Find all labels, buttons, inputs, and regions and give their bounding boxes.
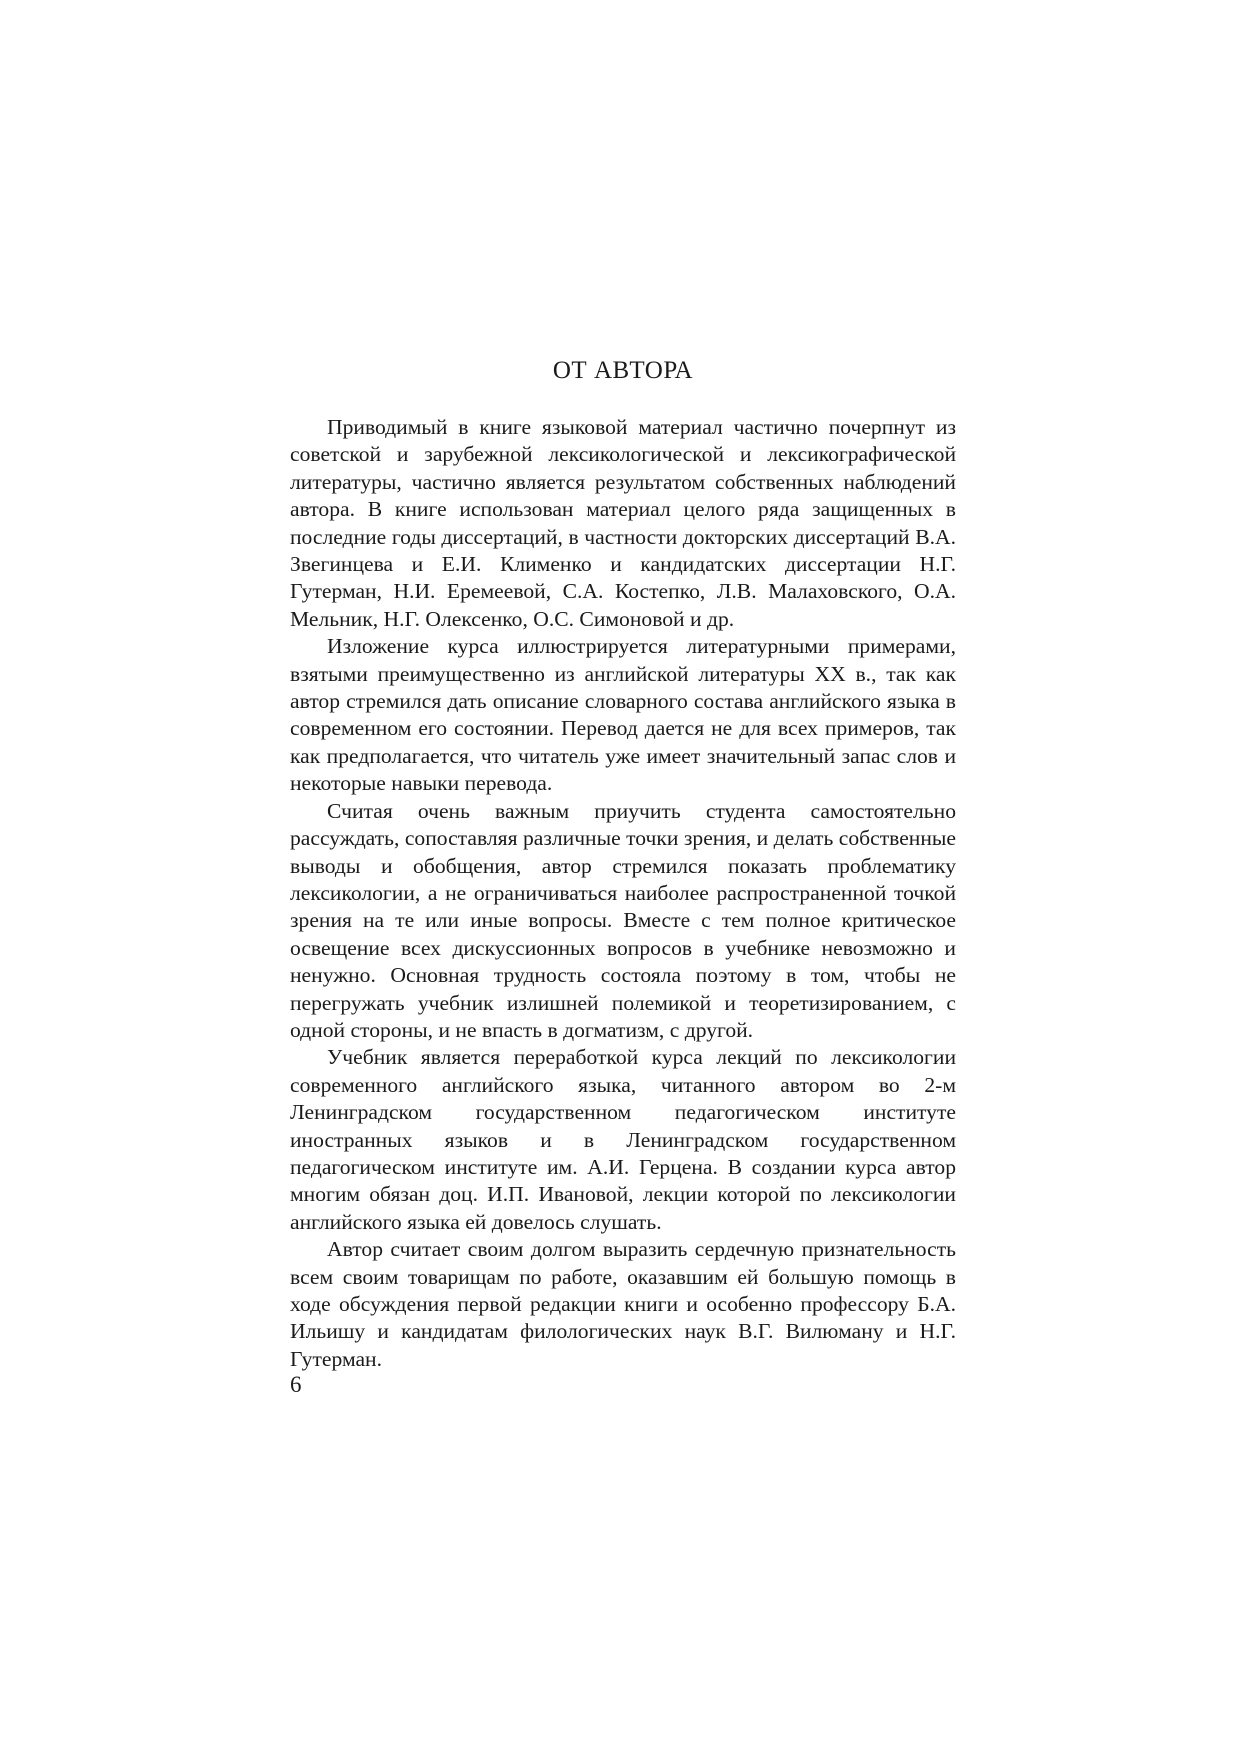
paragraph: Приводимый в книге языковой материал частично почерпнут из советской и зарубежной лексикологической и лексикографической литературы, частично является результатом собственных наблюдений автора. В книге использован материал целого ряда защищенных в последние годы диссертаций, в частности докторских диссертаций В.А. Звегинцева и Е.И. Клименко и кандидатских диссертации Н.Г. Гутерман, Н.И. Еремеевой, С.А. Костепко, Л.В. Малаховского, О.А. Мельник, Н.Г. Олексенко, О.С. Симоновой и др. <box>290 415 956 631</box>
paragraph: Автор считает своим долгом выразить сердечную признательность всем своим товарищам по работе, оказавшим ей большую помощь в ходе обсуждения первой редакции книги и особенно профессору Б.А. Ильишу и кандидатам филологических наук В.Г. Вилюману и Н.Г. Гутерман. <box>290 1237 956 1371</box>
page-number: 6 <box>290 1372 302 1397</box>
paragraph: Изложение курса иллюстрируется литературными примерами, взятыми преимущественно из английской литературы XX в., так как автор стремился дать описание словарного состава английского языка в современном его состоянии. Перевод дается не для всех примеров, так как предполагается, что читатель уже имеет значительный запас слов и некоторые навыки перевода. <box>290 634 956 796</box>
paragraph: Считая очень важным приучить студента самостоятельно рассуждать, сопоставляя различные точки зрения, и делать собственные выводы и обобщения, автор стремился показать проблематику лексикологии, а не ограничиваться наиболее распространенной точкой зрения на те или иные вопросы. Вместе с тем полное критическое освещение всех дискуссионных вопросов в учебнике невозможно и ненужно. Основная трудность состояла поэтому в том, чтобы не перегружать учебник излишней полемикой и теоретизированием, с одной стороны, и не впасть в догматизм, с другой. <box>290 798 956 1042</box>
body-text <box>290 414 956 1373</box>
paragraph: Учебник является переработкой курса лекций по лексикологии современного английского языка, читанного автором во 2-м Ленинградском государственном педагогическом институте иностранных языков и в Ленинградском государственном педагогическом институте им. А.И. Герцена. В создании курса автор многим обязан доц. И.П. Ивановой, лекции которой по лексикологии английского языка ей довелось слушать. <box>290 1045 956 1234</box>
page-title: ОТ АВТОРА <box>552 357 694 384</box>
